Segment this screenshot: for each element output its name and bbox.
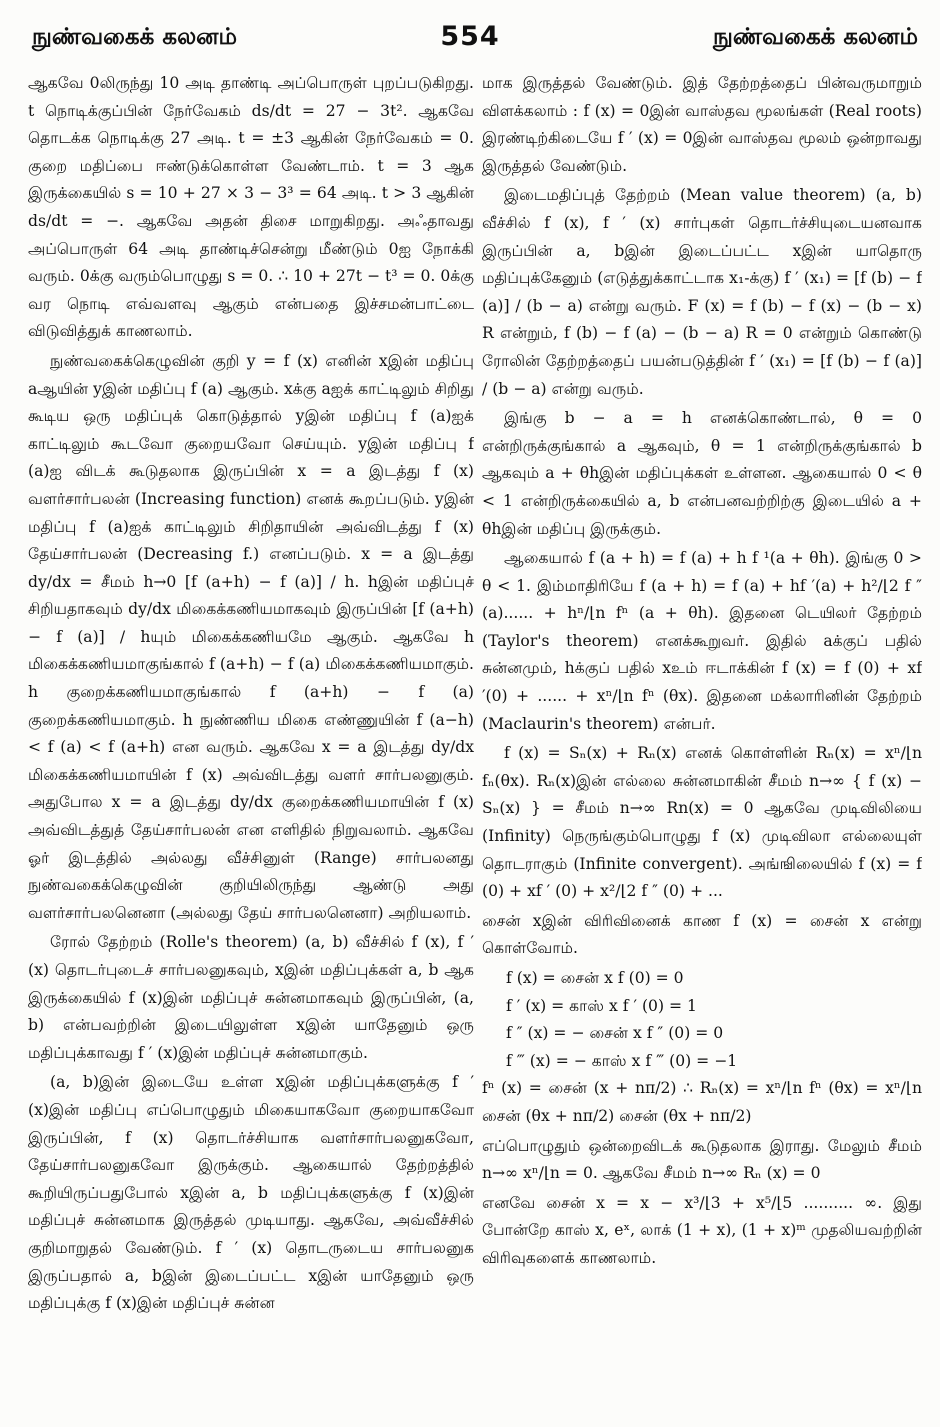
- page-number: 554: [440, 21, 500, 52]
- paragraph: மாக இருத்தல் வேண்டும். இத் தேற்றத்தைப் பின்வருமாறும் விளக்கலாம் : f (x) = 0இன் வாஸ்தவ மூலங்கள் (Real roots) இரண்டிற்கிடையே f ′ (x) = 0இன் வாஸ்தவ மூலம் ஒன்றாவது இருத்தல் வேண்டும்.: [482, 74, 922, 175]
- paragraph: எனவே சைன் x = x − x³/⌊3 + x⁵/⌊5 .......... ∞. இது போன்றே காஸ் x, eˣ, லாக் (1 + x), (1 + x)ᵐ முதலியவற்றின் விரிவுகளைக் காணலாம்.: [482, 1193, 922, 1267]
- running-header-left: நுண்வகைக் கலனம்: [32, 24, 237, 50]
- running-header-right: நுண்வகைக் கலனம்: [713, 24, 918, 50]
- left-column: [28, 70, 474, 1410]
- paragraph: ஆகையால் f (a + h) = f (a) + h f ¹(a + θh). இங்கு 0 > θ < 1. இம்மாதிரியே f (a + h) = f (a) + hf ′(a) + h²/⌊2 f ″ (a)...... + hⁿ/⌊n fⁿ (a + θh). இதனை டெயிலர் தேற்றம் (Taylor's theorem) எனக்கூறுவர். இதில் aக்குப் பதில் சுன்னமும், hக்குப் பதில் xஉம் ஈடாக்கின் f (x) = f (0) + xf ′(0) + ...... + xⁿ/⌊n fⁿ (θx). இதனை மக்லாரினின் தேற்றம் (Maclaurin's theorem) என்பர்.: [482, 549, 922, 733]
- right-column: [482, 70, 922, 1410]
- paragraph: (a, b)இன் இடையே உள்ள xஇன் மதிப்புக்களுக்கு f ′ (x)இன் மதிப்பு எப்பொழுதும் மிகையாகவோ குறையாகவோ இருப்பின், f (x) தொடர்ச்சியாக வளர்சார்பலனுகவோ, தேய்சார்பலனுகவோ இருக்கும். ஆகையால் தேற்றத்தில் கூறியிருப்பதுபோல் xஇன் a, b மதிப்புக்களுக்கு f (x)இன் மதிப்புச் சுன்னமாக இருத்தல் முடியாது. ஆகவே, அவ்வீச்சில் குறிமாறுதல் வேண்டும். f ′ (x) தொடருடைய சார்பலனுக இருப்பதால் a, bஇன் இடைப்பட்ட xஇன் யாதேனும் ஒரு மதிப்புக்கு f (x)இன் மதிப்புச் சுன்ன: [28, 1073, 474, 1313]
- paragraph: எப்பொழுதும் ஒன்றைவிடக் கூடுதலாக இராது. மேலும் சீமம் n→∞ xⁿ/⌊n = 0. ஆகவே சீமம் n→∞ Rₙ (x) = 0: [482, 1136, 922, 1183]
- paragraph: இடைமதிப்புத் தேற்றம் (Mean value theorem) (a, b) வீச்சில் f (x), f ′ (x) சார்புகள் தொடர்ச்சியுடையனவாக இருப்பின் a, bஇன் இடைப்பட்ட xஇன் யாதொரு மதிப்புக்கேனும் (எடுத்துக்காட்டாக x₁-க்கு) f ′ (x₁) = [f (b) − f (a)] / (b − a) என்று வரும். F (x) = f (b) − f (x) − (b − x) R என்றும், f (b) − f (a) − (b − a) R = 0 என்றும் கொண்டு ரோலின் தேற்றத்தைப் பயன்படுத்தின் f ′ (x₁) = [f (b) − f (a)] / (b − a) என்று வரும்.: [482, 186, 922, 398]
- paragraph: ரோல் தேற்றம் (Rolle's theorem) (a, b) வீச்சில் f (x), f ′ (x) தொடர்புடைச் சார்பலனுகவும், xஇன் மதிப்புக்கள் a, b ஆக இருக்கையில் f (x)இன் மதிப்புச் சுன்னமாகவும் இருப்பின், (a, b) என்பவற்றின் இடையிலுள்ள xஇன் யாதேனும் ஒரு மதிப்புக்காவது f ′ (x)இன் மதிப்புச் சுன்னமாகும்.: [28, 933, 474, 1062]
- paragraph: சைன் xஇன் விரிவினைக் காண f (x) = சைன் x என்று கொள்வோம்.: [482, 911, 922, 958]
- formula-line: f ″ (x) = − சைன் x f ″ (0) = 0: [506, 1024, 724, 1043]
- paragraph: நுண்வகைக்கெழுவின் குறி y = f (x) எனின் xஇன் மதிப்பு aஆயின் yஇன் மதிப்பு f (a) ஆகும். xக்கு aஐக் காட்டிலும் சிறிது கூடிய ஒரு மதிப்புக் கொடுத்தால் yஇன் மதிப்பு f (a)ஐக் காட்டிலும் கூடவோ குறையவோ செய்யும். yஇன் மதிப்பு f (a)ஐ விடக் கூடுதலாக இருப்பின் x = a இடத்து f (x) வளர்சார்பலன் (Increasing function) எனக் கூறப்படும். yஇன் மதிப்பு f (a)ஐக் காட்டிலும் சிறிதாயின் அவ்விடத்து f (x) தேய்சார்பலன் (Decreasing f.) எனப்படும். x = a இடத்து dy/dx = சீமம் h→0 [f (a+h) − f (a)] / h. hஇன் மதிப்புச் சிறியதாகவும் dy/dx மிகைக்கணியமாகவும் இருப்பின் [f (a+h) − f (a)] / hயும் மிகைக்கணியமே ஆகும். ஆகவே h மிகைக்கணியமாகுங்கால் f (a+h) − f (a) மிகைக்கணியமாகும். h குறைக்கணியமாகுங்கால் f (a+h) − f (a) குறைக்கணியமாகும். h நுண்ணிய மிகை எண்ணுயின் f (a−h) < f (a) < f (a+h) என வரும். ஆகவே x = a இடத்து dy/dx மிகைக்கணியமாயின் f (x) அவ்விடத்து வளர் சார்பலனுகும். அதுபோல x = a இடத்து dy/dx குறைக்கணியமாயின் f (x) அவ்விடத்துத் தேய்சார்பலன் என எளிதில் நிறுவலாம். ஆகவே ஓர் இடத்தில் அல்லது வீச்சினுள் (Range) சார்பலனது நுண்வகைக்கெழுவின் குறியிலிருந்து ஆண்டு அது வளர்சார்பலனெனா (அல்லது தேய் சார்பலனெனா) அறியலாம்.: [28, 351, 474, 922]
- formula-line: f ′ (x) = காஸ் x f ′ (0) = 1: [506, 996, 697, 1015]
- formula-paragraph: fⁿ (x) = சைன் (x + nπ/2) ∴ Rₙ(x) = xⁿ/⌊n fⁿ (θx) = xⁿ/⌊n சைன் (θx + nπ/2) சைன் (θx + nπ/2): [482, 1079, 922, 1125]
- paragraph: இங்கு b − a = h எனக்கொண்டால், θ = 0 என்றிருக்குங்கால் a ஆகவும், θ = 1 என்றிருக்குங்கால் b ஆகவும் a + θhஇன் மதிப்புக்கள் உள்ளன. ஆகையால் 0 < θ < 1 என்றிருக்கையில் a, b என்பனவற்றிற்கு இடையில் a + θhஇன் மதிப்பு இருக்கும்.: [482, 409, 922, 538]
- formula-line: f ‴ (x) = − காஸ் x f ‴ (0) = −1: [506, 1051, 738, 1070]
- paragraph: f (x) = Sₙ(x) + Rₙ(x) எனக் கொள்ளின் Rₙ(x) = xⁿ/⌊n fₙ(θx). Rₙ(x)இன் எல்லை சுன்னமாகின் சீமம் n→∞ { f (x) − Sₙ(x) } = சீமம் n→∞ Rn(x) = 0 ஆகவே முடிவிலியை (Infinity) நெருங்கும்பொழுது f (x) முடிவிலா எல்லையுள் தொடராகும் (Infinite convergent). அங்ஙிலையில் f (x) = f (0) + xf ′ (0) + x²/⌊2 f ″ (0) + ...: [482, 744, 922, 901]
- paragraph: ஆகவே 0லிருந்து 10 அடி தாண்டி அப்பொருள் புறப்படுகிறது. t நொடிக்குப்பின் நேர்வேகம் ds/dt = 27 − 3t². ஆகவே தொடக்க நொடிக்கு 27 அடி. t = ±3 ஆகின் நேர்வேகம் = 0. குறை மதிப்பை ஈண்டுக்கொள்ள வேண்டாம். t = 3 ஆக இருக்கையில் s = 10 + 27 × 3 − 3³ = 64 அடி. t > 3 ஆகின் ds/dt = −. ஆகவே அதன் திசை மாறுகிறது. அஃதாவது அப்பொருள் 64 அடி தாண்டிச்சென்று மீண்டும் 0ஐ நோக்கி வரும். 0க்கு வரும்பொழுது s = 0. ∴ 10 + 27t − t³ = 0. 0க்கு வர நொடி எவ்வளவு ஆகும் என்பதை இச்சமன்பாட்டை விடுவித்துக் காணலாம்.: [28, 74, 474, 341]
- formula-line: f (x) = சைன் x f (0) = 0: [506, 969, 684, 987]
